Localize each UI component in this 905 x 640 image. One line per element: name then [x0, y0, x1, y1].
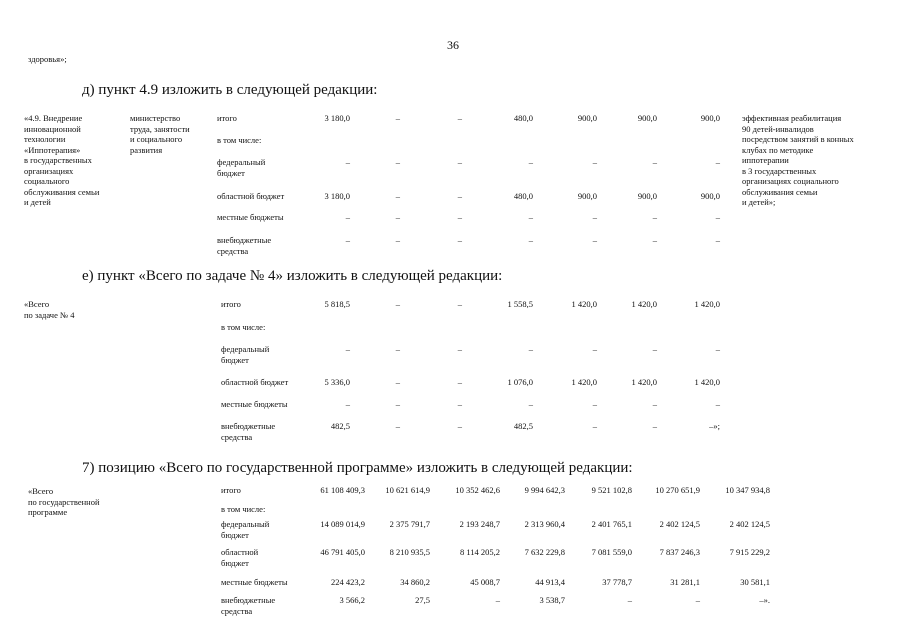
cell-value: – — [652, 399, 657, 409]
cell-value: 1 420,0 — [571, 299, 597, 309]
cell-value: 7 837 246,3 — [659, 547, 700, 557]
cell-value: 1 420,0 — [631, 377, 657, 387]
row-label: федеральный бюджет — [221, 344, 270, 365]
cell-value: – — [345, 344, 350, 354]
cell-value: 34 860,2 — [400, 577, 430, 587]
row-label: федеральный бюджет — [217, 157, 266, 178]
cell-value: 2 193 248,7 — [459, 519, 500, 529]
cell-value: – — [592, 157, 597, 167]
cell-value: 30 581,1 — [740, 577, 770, 587]
row-label: областной бюджет — [221, 377, 289, 387]
cell-value: – — [345, 399, 350, 409]
cell-value: – — [457, 113, 462, 123]
cell-value: – — [395, 377, 400, 387]
cell-value: 10 621 614,9 — [385, 485, 430, 495]
cell-value: 9 994 642,3 — [524, 485, 565, 495]
cell-value: 2 375 791,7 — [389, 519, 430, 529]
cell-value: 46 791 405,0 — [320, 547, 365, 557]
cell-value: 5 818,5 — [324, 299, 350, 309]
cell-value: 7 915 229,2 — [729, 547, 770, 557]
cell-value: 10 352 462,6 — [455, 485, 500, 495]
cell-value: 44 913,4 — [535, 577, 565, 587]
cell-value: 9 521 102,8 — [591, 485, 632, 495]
cell-value: 3 566,2 — [339, 595, 365, 605]
cell-value: – — [652, 212, 657, 222]
cell-value: – — [457, 421, 462, 431]
cell-value: – — [652, 344, 657, 354]
cell-value: – — [592, 421, 597, 431]
cell-value: 61 108 409,3 — [320, 485, 365, 495]
row-label: местные бюджеты — [217, 212, 284, 222]
cell-value: – — [395, 157, 400, 167]
top-fragment: здоровья»; — [28, 54, 67, 64]
cell-value: – — [395, 113, 400, 123]
row-label: местные бюджеты — [221, 577, 288, 587]
cell-value: 900,0 — [637, 191, 657, 201]
cell-value: 2 313 960,4 — [524, 519, 565, 529]
cell-value: – — [345, 157, 350, 167]
cell-value: – — [528, 157, 533, 167]
row-label: итого — [221, 485, 241, 495]
cell-value: –». — [759, 595, 770, 605]
section-e-heading: е) пункт «Всего по задаче № 4» изложить в следующей редакции: — [82, 268, 503, 284]
cell-value: 7 081 559,0 — [591, 547, 632, 557]
cell-value: 900,0 — [577, 113, 597, 123]
cell-value: 900,0 — [637, 113, 657, 123]
cell-value: 10 347 934,8 — [725, 485, 770, 495]
cell-value: 1 420,0 — [694, 299, 720, 309]
cell-value: 10 270 651,9 — [655, 485, 700, 495]
cell-value: – — [457, 157, 462, 167]
cell-value: 480,0 — [513, 191, 533, 201]
cell-value: 2 402 124,5 — [659, 519, 700, 529]
cell-value: –»; — [709, 421, 720, 431]
cell-value: – — [627, 595, 632, 605]
row-label: внебюджетные средства — [217, 235, 272, 256]
cell-value: 1 558,5 — [507, 299, 533, 309]
cell-value: 2 401 765,1 — [591, 519, 632, 529]
cell-value: – — [592, 344, 597, 354]
cell-value: 1 420,0 — [631, 299, 657, 309]
cell-value: – — [457, 212, 462, 222]
cell-value: – — [652, 235, 657, 245]
cell-value: – — [715, 344, 720, 354]
cell-value: – — [457, 191, 462, 201]
page-number: 36 — [447, 38, 459, 52]
cell-value: 8 210 935,5 — [389, 547, 430, 557]
cell-value: – — [395, 399, 400, 409]
cell-value: – — [457, 399, 462, 409]
row-label: в том числе: — [221, 322, 266, 332]
section-7-heading: 7) позицию «Всего по государственной программе» изложить в следующей редакции: — [82, 460, 633, 476]
cell-value: 5 336,0 — [324, 377, 350, 387]
cell-value: – — [528, 344, 533, 354]
cell-value: – — [592, 212, 597, 222]
row-label: в том числе: — [217, 135, 262, 145]
row-label: федеральный бюджет — [221, 519, 270, 540]
cell-value: – — [652, 421, 657, 431]
cell-value: 1 420,0 — [571, 377, 597, 387]
row-label: внебюджетные средства — [221, 595, 276, 616]
cell-value: 45 008,7 — [470, 577, 500, 587]
section-d-executor: министерство труда, занятости и социального развития — [130, 113, 190, 155]
section-e-item-name: «Всего по задаче № 4 — [24, 299, 75, 320]
cell-value: 3 180,0 — [324, 113, 350, 123]
cell-value: 3 180,0 — [324, 191, 350, 201]
cell-value: – — [695, 595, 700, 605]
cell-value: 1 420,0 — [694, 377, 720, 387]
row-label: местные бюджеты — [221, 399, 288, 409]
cell-value: – — [395, 421, 400, 431]
row-label: в том числе: — [221, 504, 266, 514]
cell-value: – — [457, 344, 462, 354]
cell-value: – — [457, 299, 462, 309]
cell-value: 900,0 — [700, 191, 720, 201]
section-d-heading: д) пункт 4.9 изложить в следующей редакции: — [82, 82, 378, 98]
cell-value: 224 423,2 — [331, 577, 365, 587]
cell-value: 2 402 124,5 — [729, 519, 770, 529]
cell-value: 8 114 205,2 — [459, 547, 500, 557]
cell-value: – — [395, 212, 400, 222]
cell-value: – — [715, 399, 720, 409]
cell-value: 3 538,7 — [539, 595, 565, 605]
row-label: областной бюджет — [221, 547, 259, 568]
cell-value: 37 778,7 — [602, 577, 632, 587]
cell-value: – — [528, 235, 533, 245]
row-label: итого — [217, 113, 237, 123]
cell-value: – — [495, 595, 500, 605]
cell-value: 14 089 014,9 — [320, 519, 365, 529]
cell-value: – — [528, 212, 533, 222]
section-7-item-name: «Всего по государственной программе — [28, 486, 100, 517]
section-d-result: эффективная реабилитация 90 детей-инвалидов посредством занятий в конных клубах по методике иппотерапии в 3 государственных организациях социального обслуживания семьи и детей»; — [742, 113, 854, 207]
cell-value: – — [652, 157, 657, 167]
cell-value: – — [457, 235, 462, 245]
cell-value: – — [345, 212, 350, 222]
cell-value: – — [395, 299, 400, 309]
cell-value: 480,0 — [513, 113, 533, 123]
cell-value: 900,0 — [577, 191, 597, 201]
cell-value: 1 076,0 — [507, 377, 533, 387]
cell-value: – — [395, 344, 400, 354]
cell-value: – — [528, 399, 533, 409]
cell-value: – — [592, 235, 597, 245]
cell-value: 27,5 — [415, 595, 430, 605]
cell-value: 900,0 — [700, 113, 720, 123]
cell-value: 7 632 229,8 — [524, 547, 565, 557]
cell-value: – — [592, 399, 597, 409]
cell-value: – — [715, 212, 720, 222]
section-d-item-name: «4.9. Внедрение инновационной технологии «Иппотерапия» в государственных организациях социального обслуживания семьи и детей — [24, 113, 100, 207]
cell-value: – — [457, 377, 462, 387]
cell-value: – — [395, 191, 400, 201]
row-label: внебюджетные средства — [221, 421, 276, 442]
row-label: итого — [221, 299, 241, 309]
row-label: областной бюджет — [217, 191, 285, 201]
cell-value: – — [715, 235, 720, 245]
cell-value: 482,5 — [330, 421, 350, 431]
cell-value: – — [715, 157, 720, 167]
cell-value: – — [345, 235, 350, 245]
cell-value: – — [395, 235, 400, 245]
cell-value: 31 281,1 — [670, 577, 700, 587]
cell-value: 482,5 — [513, 421, 533, 431]
